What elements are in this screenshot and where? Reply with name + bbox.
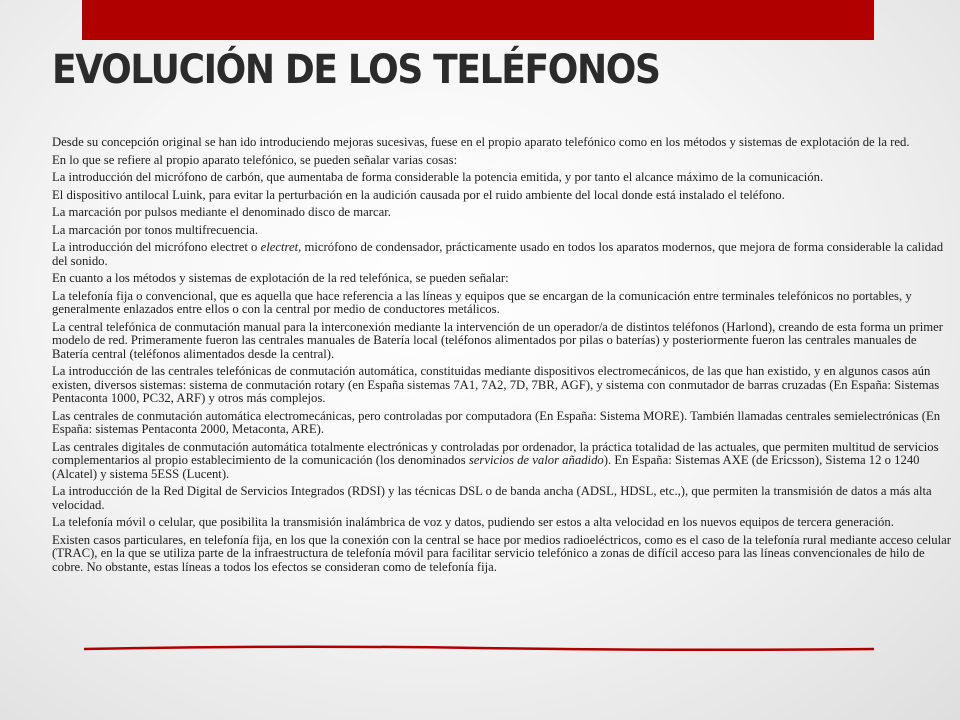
paragraph-10: La central telefónica de conmutación manual para la interconexión mediante la intervención de un operador/a de distintos teléfonos (Harlond), creando de esta forma un primer modelo de red. Primeramente fueron las centrales manuales de Batería local (teléfonos alimentados por pilas o baterías) y posteriormente fueron las centrales manuales de Batería central (teléfonos alimentados desde la central). — [52, 319, 943, 361]
paragraph-3: La introducción del micrófono de carbón, que aumentaba de forma considerable la potencia emitida, y por tanto el alcance máximo de la comunicación. — [52, 170, 824, 184]
paragraph-6: La marcación por tonos multifrecuencia. — [52, 222, 259, 237]
red-underline-stroke — [84, 647, 874, 650]
paragraph-16: Existen casos particulares, en telefonía fija, en los que la conexión con la central se hace por medios radioeléctricos, como es el caso de la telefonía rural mediante acceso celular (TRAC), en la que se utiliza parte de la infraestructura de telefonía móvil para facilitar servicio telefónico a zonas de difícil acceso para las líneas convencionales de hilo de cobre. No obstante, estas líneas a todos los efectos se consideran como de telefonía fija. — [52, 532, 952, 574]
slide-title: EVOLUCIÓN DE LOS TELÉFONOS — [52, 47, 660, 93]
paragraph-2: En lo que se refiere al propio aparato telefónico, se pueden señalar varias cosas: — [52, 152, 458, 167]
paragraph-8: En cuanto a los métodos y sistemas de explotación de la red telefónica, se pueden señalar: — [52, 271, 509, 285]
italic-term: servicios de valor añadido — [468, 453, 604, 467]
paragraph-15: La telefonía móvil o celular, que posibilita la transmisión inalámbrica de voz y datos, pudiendo ser estos a alta velocidad en los nuevos equipos de tercera generación. — [52, 515, 894, 529]
italic-term: electret, — [260, 240, 302, 254]
paragraph-12: Las centrales de conmutación automática electromecánicas, pero controladas por computadora (En España: Sistema MORE). También llamadas centrales semielectrónicas (En España: sistemas Pentaconta 2000, Metaconta, ARE). — [52, 408, 941, 436]
paragraph-7: La introducción del micrófono electret o electret, micrófono de condensador, prácticamente usado en todos los aparatos modernos, que mejora de forma considerable la calidad del sonido. — [52, 240, 944, 268]
paragraph-14: La introducción de la Red Digital de Servicios Integrados (RDSI) y las técnicas DSL o de banda ancha (ADSL, HDSL, etc.,), que permiten la transmisión de datos a más alta velocidad. — [52, 484, 932, 512]
title-accent-bar — [82, 0, 874, 40]
paragraph-9: La telefonía fija o convencional, que es aquella que hace referencia a las líneas y equipos que se encargan de la comunicación entre terminales telefónicos no portables, y generalmente enlazados entre ellos o con la central por medio de conductores metálicos. — [52, 288, 912, 316]
decorative-red-underline — [84, 645, 874, 653]
paragraph-13: Las centrales digitales de conmutación automática totalmente electrónicas y controladas por ordenador, la práctica totalidad de las actuales, que permiten multitud de servicios complementarios al propio establecimiento de la comunicación (los denominados servicios de valor añadido). En España: Sistemas AXE (de Ericsson), Sistema 12 o 1240 (Alcatel) y sistema 5ESS (Lucent). — [52, 439, 939, 481]
paragraph-11: La introducción de las centrales telefónicas de conmutación automática, constituidas mediante dispositivos electromecánicos, de las que han existido, y en algunos casos aún existen, diversos sistemas: sistema de conmutación rotary (en España sistemas 7A1, 7A2, 7D, 7BR, AGF), y sistema con conmutador de barras cruzadas (En España: Sistemas Pentaconta 1000, PC32, ARF) y otros más complejos. — [52, 364, 940, 405]
paragraph-5: La marcación por pulsos mediante el denominado disco de marcar. — [52, 205, 391, 219]
paragraph-1: Desde su concepción original se han ido introduciendo mejoras sucesivas, fuese en el propio aparato telefónico como en los métodos y sistemas de explotación de la red. — [52, 135, 910, 149]
paragraph-4: El dispositivo antilocal Luink, para evitar la perturbación en la audición causada por el ruido ambiente del local donde está instalado el teléfono. — [52, 187, 785, 202]
slide-body — [52, 136, 956, 578]
